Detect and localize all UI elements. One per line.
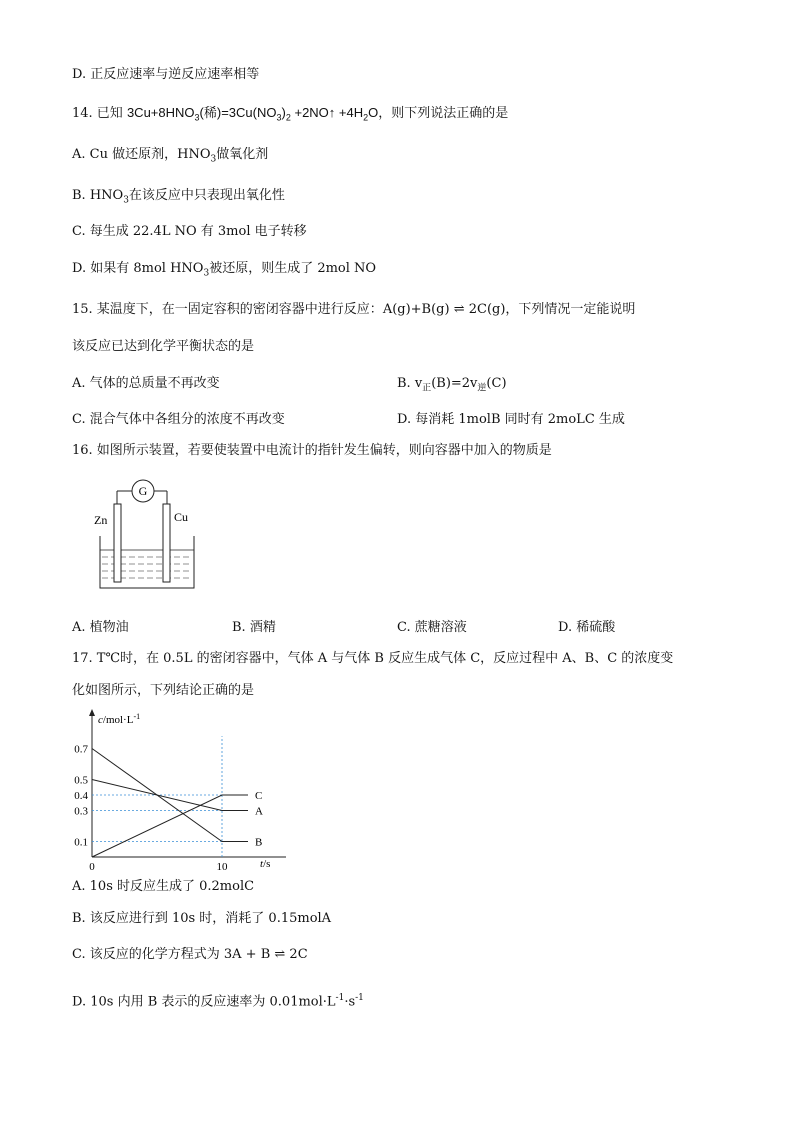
q16-stem: 16. 如图所示装置，若要使装置中电流计的指针发生偏转，则向容器中加入的物质是: [72, 443, 552, 458]
y-tick-label: 0.5: [74, 774, 88, 787]
electrode-label-zn: Zn: [94, 513, 108, 527]
q17-option-b: B. 该反应进行到 10s 时，消耗了 0.15molA: [72, 911, 332, 926]
guide-lines: [92, 736, 222, 857]
zn-electrode: [114, 504, 121, 582]
equilibrium-arrow-icon: ⇌: [274, 947, 286, 962]
q14-stem-suffix: ，则下列说法正确的是: [378, 106, 509, 121]
concentration-time-chart: [66, 705, 296, 870]
q16-option-b: B. 酒精: [232, 620, 276, 635]
q17-stem-line2: 化如图所示，下列结论正确的是: [72, 683, 255, 698]
q14-option-a: A. Cu 做还原剂，$HNO_3$做氧化剂: [72, 147, 269, 165]
y-axis-arrow-icon: [89, 709, 95, 716]
q16-option-a: A. 植物油: [72, 620, 129, 635]
series-labels: [255, 790, 263, 849]
q14-number: 14. 已知: [72, 106, 127, 121]
q17-option-d: D. 10s 内用 B 表示的反应速率为 $0.01mol\cdot L^{-1}\cdot s^{-1}$: [72, 993, 364, 1010]
x-tick-label: 10: [216, 861, 228, 870]
galvanometer-label: G: [138, 484, 148, 498]
q14-option-d: D. 如果有 8mol $HNO_3$被还原，则生成了 2mol NO: [72, 261, 377, 279]
y-tick-label: 0.1: [74, 836, 88, 849]
q15-equation: A(g)+B(g) ⇌ 2C(g): [382, 302, 506, 317]
q13-option-d: D. 正反应速率与逆反应速率相等: [72, 67, 260, 82]
q15-option-a: A. 气体的总质量不再改变: [72, 376, 220, 391]
series-label-b: B: [255, 836, 263, 849]
cu-electrode: [163, 504, 170, 582]
q14-stem: [72, 104, 508, 127]
q15-option-d: D. 每消耗 1molB 同时有 2moLC 生成: [397, 412, 625, 427]
q16-option-d: D. 稀硫酸: [558, 620, 616, 635]
y-axis-label: $c/mol\cdot L^{-1}$: [98, 712, 141, 726]
q14-option-b: B. $HNO_3$在该反应中只表现出氧化性: [72, 188, 285, 206]
q17-option-a: A. 10s 时反应生成了 0.2molC: [72, 879, 255, 894]
y-tick-label: 0.7: [74, 743, 88, 756]
q15-stem-line1: 15. 某温度下，在一固定容积的密闭容器中进行反应：A(g)+B(g) ⇌ 2C(g)，下列情况一定能说明: [72, 302, 636, 317]
q15-option-b: B. $v_正(B)=2v_逆(C)$: [397, 376, 507, 394]
q17-option-c: C. 该反应的化学方程式为 3A + B ⇌ 2C: [72, 947, 308, 962]
y-tick-label: 0.3: [74, 805, 88, 818]
series-label-c: C: [255, 790, 263, 802]
q16-option-c: C. 蔗糖溶液: [397, 620, 467, 635]
q14-option-c: C. 每生成 22.4L NO 有 3mol 电子转移: [72, 224, 307, 239]
electrode-label-cu: Cu: [174, 510, 189, 524]
q14-equation: $3Cu+8HNO_3$(稀)$=3Cu(NO_3)_2$ +2NO↑ $+4H_2O$: [126, 105, 379, 123]
x-tick-label: 0: [89, 861, 95, 870]
series-label-a: A: [255, 805, 263, 818]
galvanic-cell-diagram: [88, 474, 208, 599]
q15-option-c: C. 混合气体中各组分的浓度不再改变: [72, 412, 285, 427]
series-lines: [92, 749, 248, 858]
y-tick-label: 0.4: [74, 790, 88, 802]
q17-stem-line1: 17. T℃时，在 0.5L 的密闭容器中，气体 A 与气体 B 反应生成气体 C，反应过程中 A、B、C 的浓度变: [72, 651, 674, 666]
q15-stem-line2: 该反应已达到化学平衡状态的是: [72, 339, 255, 354]
x-axis-label: t/s: [260, 858, 271, 870]
